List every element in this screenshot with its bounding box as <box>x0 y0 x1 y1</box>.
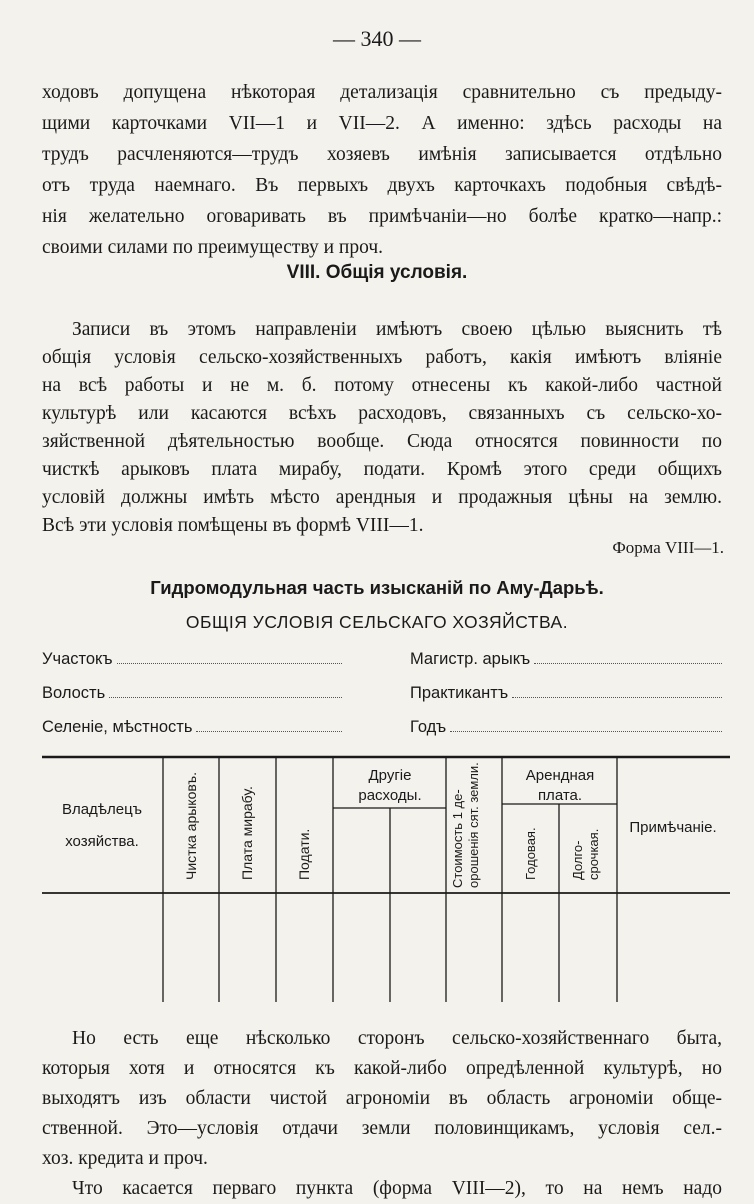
intro-line: отъ труда наемнаго. Въ первыхъ двухъ карточкахъ подобныя свѣдѣ- <box>42 175 722 196</box>
section-line: Записи въ этомъ направленіи имѣютъ своею цѣлью выяснить тѣ <box>72 319 722 340</box>
section-line: на всѣ работы и не м. б. потому отнесены къ какой-либо частной <box>42 375 722 396</box>
form-title: Гидромодульная часть изысканій по Аму-Дарьѣ. <box>150 577 604 598</box>
closing-line: Что касается перваго пункта (форма VIII—2), то на немъ надо <box>72 1178 722 1199</box>
field-label: Участокъ <box>42 650 113 668</box>
closing-line: выходятъ изъ области чистой агрономіи въ область агрономіи обще- <box>42 1088 722 1109</box>
th-other-expenses-line1: Другіе <box>368 767 412 784</box>
section-line: общія условія сельско-хозяйственныхъ работъ, какія имѣютъ вліяніе <box>42 347 722 368</box>
th-irrigation-cost-line2: орошенія сят. земли. <box>466 762 481 888</box>
th-owner-line1: Владѣлецъ <box>61 801 143 818</box>
th-irrigation-cost-line1: Стоимость 1 де- <box>450 789 465 888</box>
intro-line: трудъ расчленяются—трудъ хозяевъ имѣнія записывается отдѣльно <box>42 144 722 165</box>
field-label: Годъ <box>410 718 447 736</box>
field-label: Магистр. арыкъ <box>410 650 531 668</box>
section-line: Всѣ эти условія помѣщены въ формѣ VIII—1. <box>42 515 424 536</box>
field-label: Практикантъ <box>410 684 509 702</box>
field-label: Волость <box>42 684 106 702</box>
section-line: зяйственной дѣятельностью вообще. Сюда относятся повинности по <box>42 431 722 452</box>
th-canal-cleaning: Чистка арыковъ. <box>183 772 199 880</box>
intro-line: щими карточками VII—1 и VII—2. А именно: здѣсь расходы на <box>42 113 722 134</box>
intro-line: нія желательно оговаривать въ примѣчаніи—но болѣе кратко—напр.: <box>42 206 722 227</box>
section-line: культурѣ или касаются всѣхъ расходовъ, связанныхъ съ сельско-хо- <box>42 403 722 424</box>
th-rent-long-line1: Долго- <box>570 840 585 880</box>
closing-line: хоз. кредита и проч. <box>42 1148 208 1169</box>
field-label: Селеніе, мѣстность <box>42 718 193 736</box>
intro-line: своими силами по преимуществу и проч. <box>42 237 384 258</box>
section-line: чисткѣ арыковъ плата мирабу, подати. Кромѣ этого среди общихъ <box>42 459 722 480</box>
form-subtitle: ОБЩІЯ УСЛОВІЯ СЕЛЬСКАГО ХОЗЯЙСТВА. <box>185 612 569 632</box>
th-other-expenses-line2: расходы. <box>358 787 422 804</box>
th-rent-long-line2: срочкая. <box>586 828 601 880</box>
closing-line: ственной. Это—условія отдачи земли половинщикамъ, условія сел.- <box>42 1118 722 1139</box>
th-rent-annual: Годовая. <box>523 827 538 880</box>
closing-line: Но есть еще нѣсколько сторонъ сельско-хозяйственнаго быта, <box>72 1028 722 1049</box>
page-number: — 340 — <box>333 26 421 51</box>
section-line: условій должны имѣть мѣсто арендныя и продажныя цѣны на землю. <box>42 487 722 508</box>
th-remarks: Примѣчаніе. <box>629 819 717 836</box>
section-heading: VIII. Общія условія. <box>286 262 468 283</box>
th-taxes: Подати. <box>296 828 312 880</box>
th-rent-line2: плата. <box>537 787 583 804</box>
th-mirab-fee: Плата мирабу. <box>239 786 255 880</box>
closing-line: которыя хотя и относятся къ какой-либо опредѣленной культурѣ, но <box>42 1058 722 1079</box>
form-number: Форма VIII—1. <box>612 538 724 557</box>
th-owner-line2: хозяйства. <box>65 833 139 850</box>
th-rent-line1: Арендная <box>525 767 595 784</box>
intro-line: ходовъ допущена нѣкоторая детализація сравнительно съ предыду- <box>42 82 722 103</box>
